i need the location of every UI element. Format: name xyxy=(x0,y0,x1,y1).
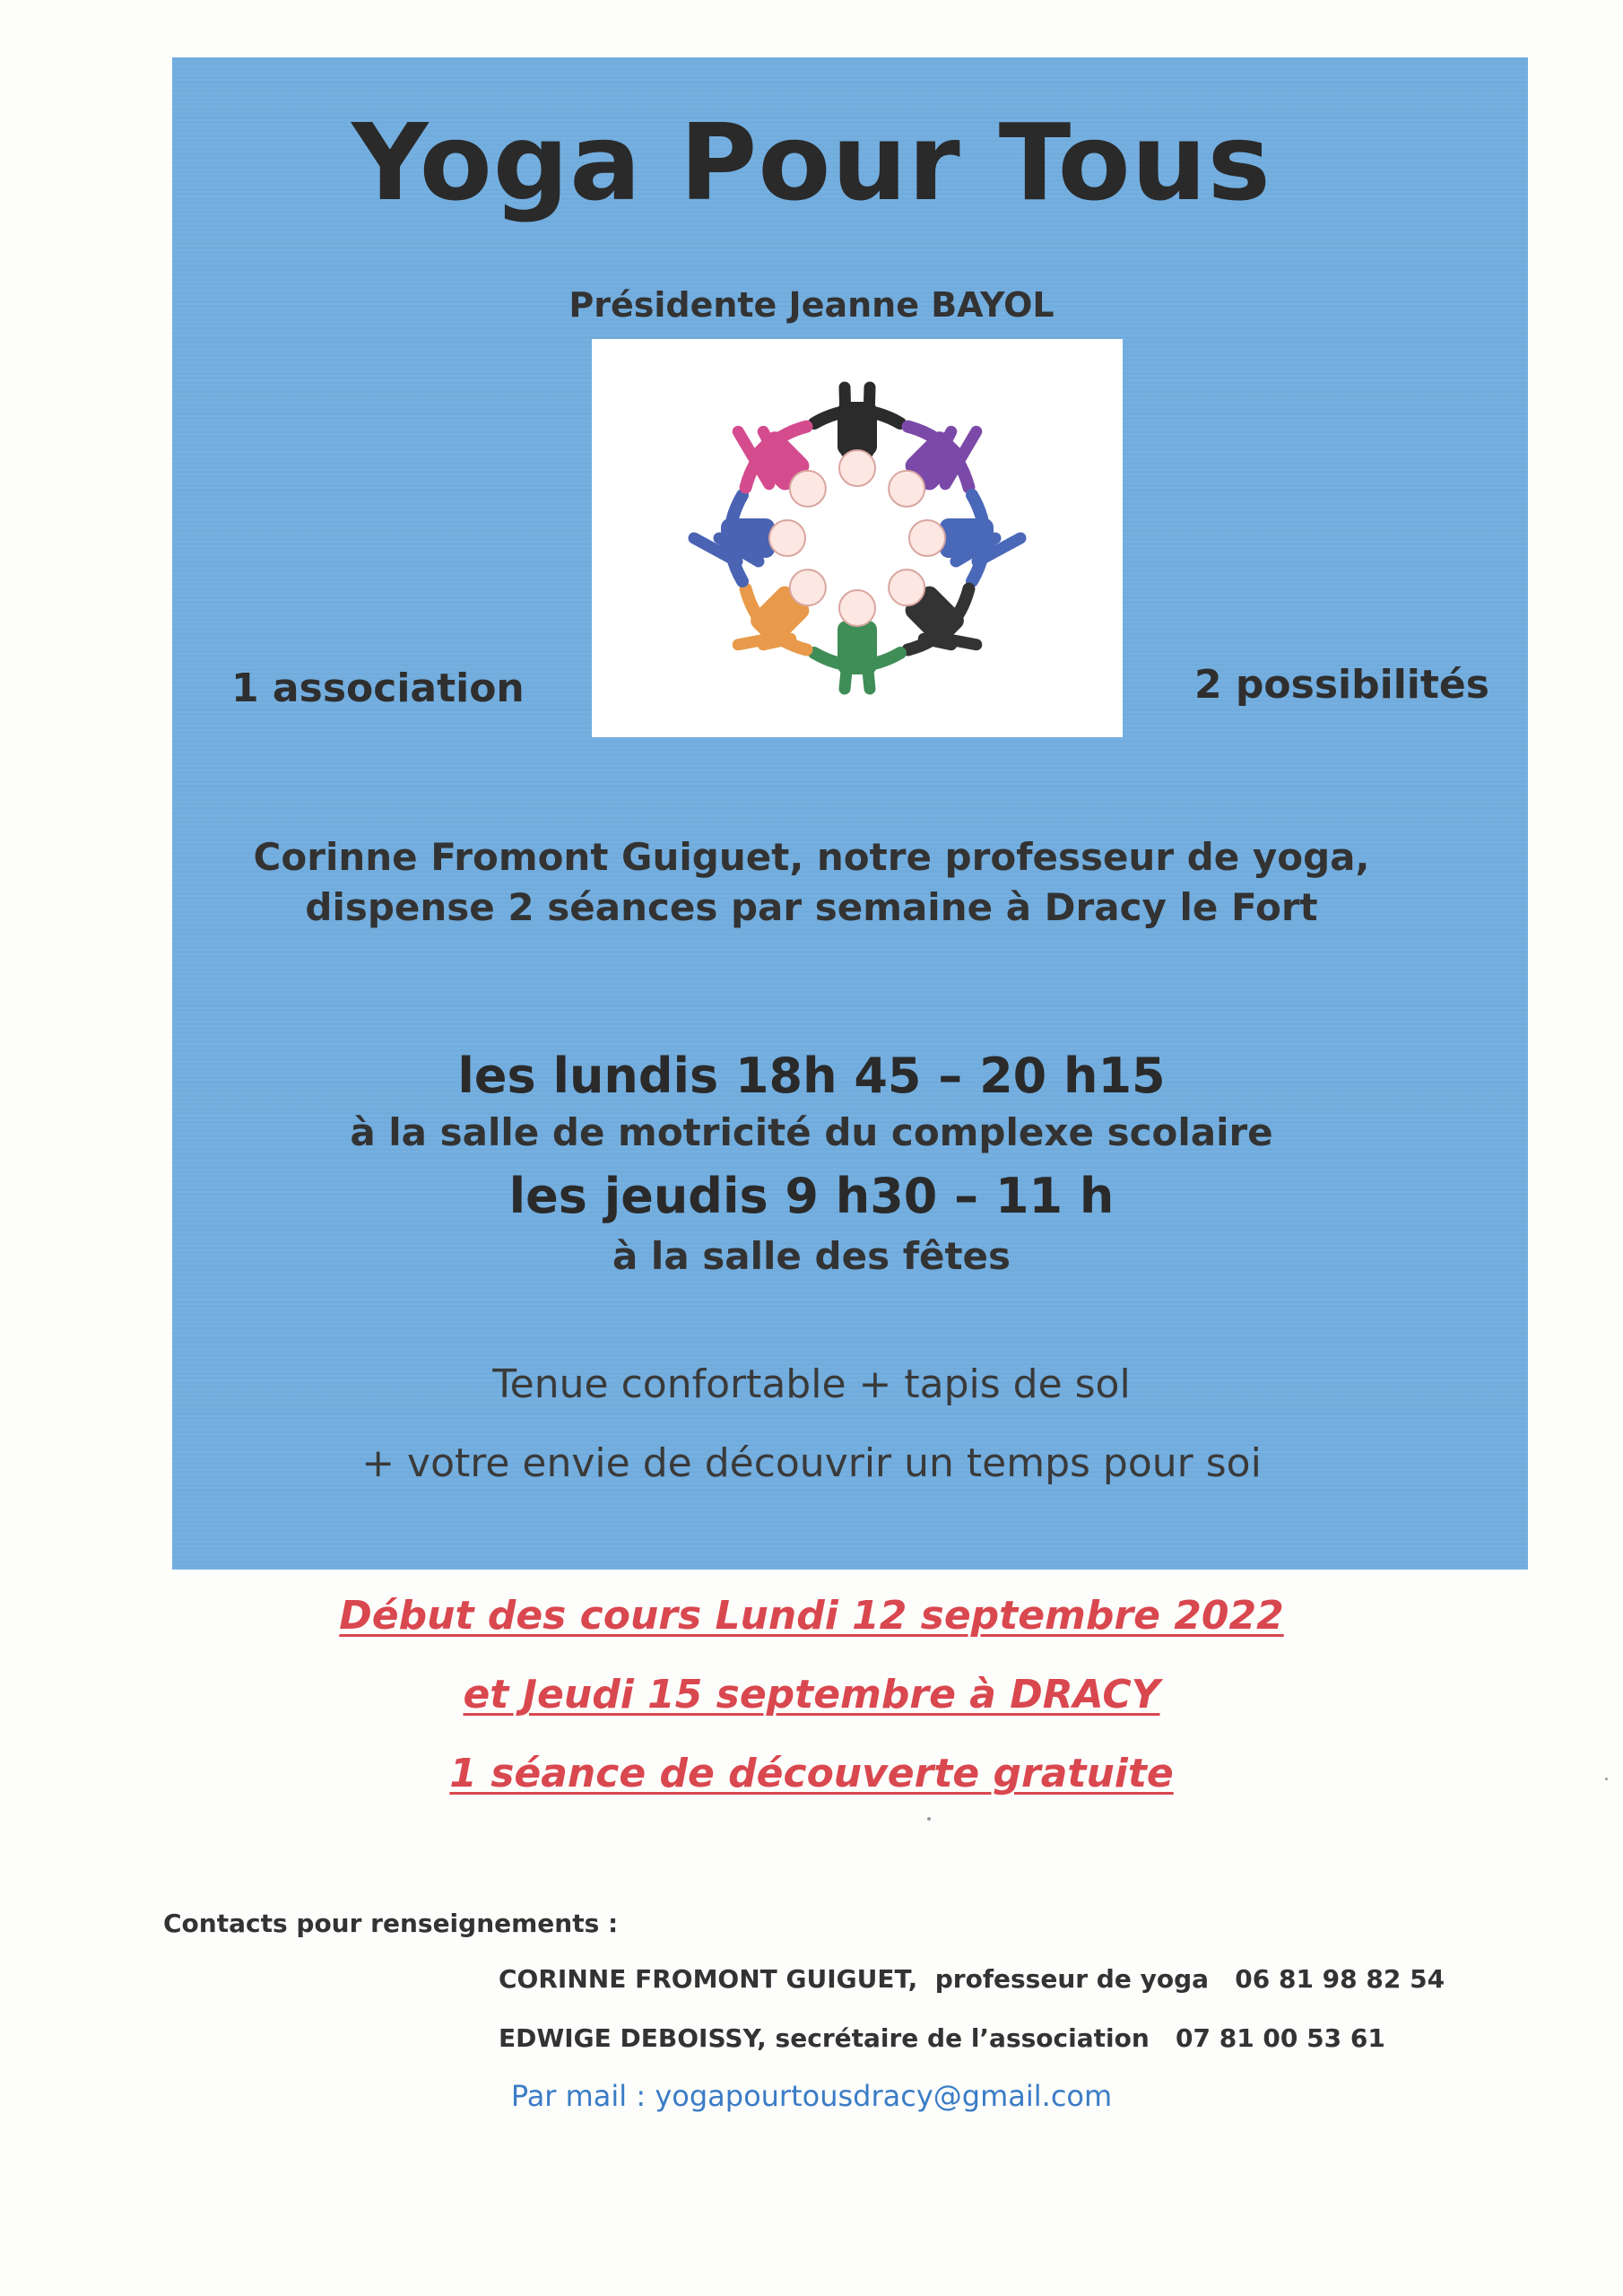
equipment-line-2: + votre envie de découvrir un temps pour soi xyxy=(361,1440,1262,1486)
yoga-figure xyxy=(737,418,826,507)
yoga-figure xyxy=(814,387,900,486)
yoga-people-icon xyxy=(592,339,1123,737)
scan-speck xyxy=(927,1817,931,1821)
president-line: Présidente Jeanne BAYOL xyxy=(568,285,1055,325)
announcement-line-2: et Jeudi 15 septembre à DRACY xyxy=(463,1672,1160,1718)
teacher-info xyxy=(0,832,1623,933)
yoga-circle-illustration xyxy=(592,339,1123,737)
teacher-line-1: Corinne Fromont Guiguet, notre professeur de yoga, xyxy=(253,835,1370,879)
blue-poster-panel xyxy=(172,57,1528,1570)
thursday-place: à la salle des fêtes xyxy=(612,1234,1011,1278)
teacher-line-2: dispense 2 séances par semaine à Dracy le Fort xyxy=(305,885,1318,929)
side-text-right: 2 possibilités xyxy=(1194,662,1489,708)
thursday-time: les jeudis 9 h30 – 11 h xyxy=(508,1168,1115,1224)
announcement-line-3: 1 séance de découverte gratuite xyxy=(449,1751,1174,1796)
scan-speck xyxy=(1605,1778,1608,1780)
side-text-left: 1 association xyxy=(231,665,525,711)
poster-title: Yoga Pour Tous xyxy=(352,100,1271,224)
contact-secretary: EDWIGE DEBOISSY, secrétaire de l’association 07 81 00 53 61 xyxy=(499,2023,1385,2053)
contact-teacher: CORINNE FROMONT GUIGUET, professeur de yoga 06 81 98 82 54 xyxy=(499,1964,1445,1994)
yoga-figure xyxy=(694,495,805,581)
monday-time: les lundis 18h 45 – 20 h15 xyxy=(457,1048,1166,1104)
yoga-figure xyxy=(909,495,1020,581)
yoga-figure xyxy=(737,570,826,658)
yoga-figure xyxy=(814,590,900,689)
yoga-figure xyxy=(889,570,977,658)
yoga-figure xyxy=(889,418,977,507)
announcement-line-1: Début des cours Lundi 12 septembre 2022 xyxy=(339,1593,1284,1639)
contact-email: Par mail : yogapourtousdracy@gmail.com xyxy=(510,2079,1113,2113)
equipment-line-1: Tenue confortable + tapis de sol xyxy=(492,1361,1131,1407)
contacts-heading: Contacts pour renseignements : xyxy=(163,1909,619,1938)
monday-place: à la salle de motricité du complexe scolaire xyxy=(350,1110,1273,1154)
